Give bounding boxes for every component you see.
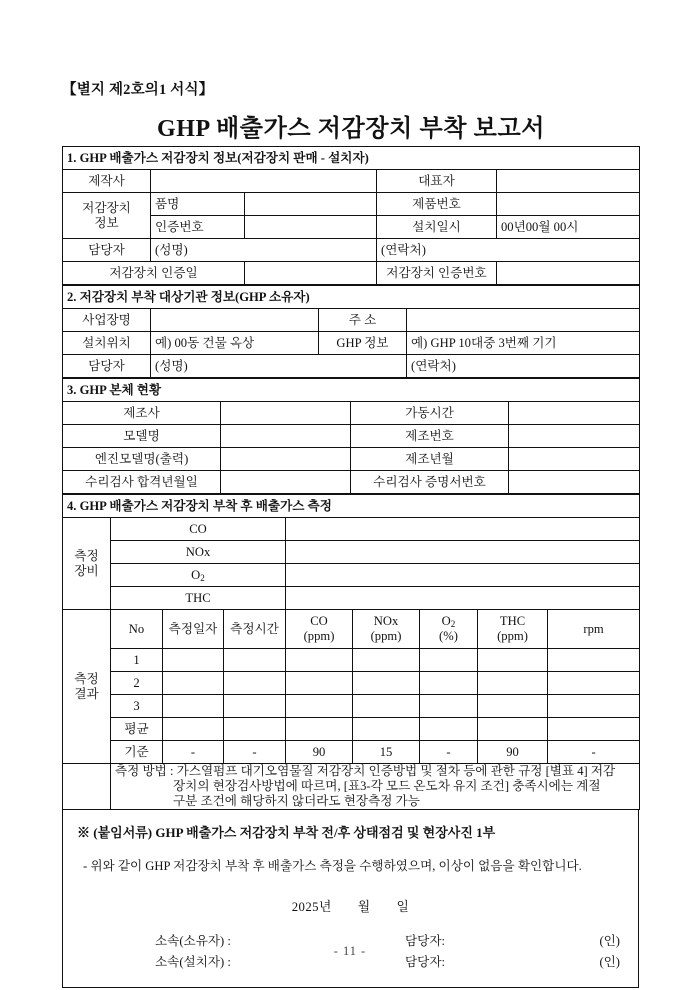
result-time[interactable] [224, 649, 286, 672]
section2-table [62, 285, 640, 378]
result-no: 3 [111, 695, 163, 718]
result-nox[interactable] [353, 695, 420, 718]
date-day[interactable]: 일 [396, 899, 410, 914]
equipment-label-line2: 장비 [74, 563, 99, 578]
installer-seal-mark: (인) [599, 954, 620, 969]
table-row [63, 587, 640, 610]
result-no: 1 [111, 649, 163, 672]
table-row [63, 355, 640, 378]
address-label: 주 소 [319, 309, 407, 332]
method-note-row [63, 764, 640, 810]
date-year: 2025년 [291, 899, 332, 914]
result-date[interactable] [163, 649, 224, 672]
attachment-note: ※ (붙임서류) GHP 배출가스 저감장치 부착 전/후 상태점검 및 현장사진 1부 [77, 824, 496, 840]
confirmation-statement: - 위와 같이 GHP 저감장치 부착 후 배출가스 측정을 수행하였으며, 이상이 없음을 확인합니다. [83, 858, 582, 873]
result-no: 2 [111, 672, 163, 695]
table-row [63, 448, 640, 471]
method-note-line2: 장치의 현장검사방법에 따르며, [표3-각 모드 온도차 유지 조건] 충족시에는 계절 [173, 778, 601, 793]
form-body [62, 146, 639, 988]
device-info-label-line2: 정보 [94, 215, 119, 230]
table-row [63, 695, 640, 718]
ghp-info-label: GHP 정보 [319, 332, 407, 355]
manufacturer-value[interactable] [221, 402, 351, 425]
result-rpm[interactable] [548, 649, 640, 672]
equipment-name-co: CO [111, 518, 286, 541]
section1-heading: 1. GHP 배출가스 저감장치 정보(저감장치 판매 - 설치자) [63, 147, 640, 170]
result-thc[interactable] [478, 672, 548, 695]
manager-contact-s1[interactable]: (연락처) [377, 239, 640, 262]
results-label [63, 610, 111, 764]
cert-date-value[interactable] [245, 262, 377, 285]
equipment-label-line1: 측정 [74, 548, 99, 563]
standard-nox: 15 [353, 741, 420, 764]
col-header-co: CO (ppm) [286, 610, 353, 649]
product-name-value[interactable] [245, 193, 377, 216]
date-month[interactable]: 월 [357, 899, 371, 914]
install-location-value[interactable]: 예) 00동 건물 옥상 [151, 332, 319, 355]
product-name-label: 품명 [151, 193, 245, 216]
page-number: - 11 - [333, 944, 367, 958]
col-header-o2: $O_2$ (%) [420, 610, 478, 649]
serial-number-value[interactable] [509, 425, 640, 448]
workplace-label: 사업장명 [63, 309, 151, 332]
method-note [111, 764, 640, 810]
owner-person-label[interactable]: 담당자: [405, 933, 445, 948]
result-nox[interactable] [353, 672, 420, 695]
result-nox[interactable] [353, 649, 420, 672]
section1-table [62, 146, 640, 285]
table-row [63, 332, 640, 355]
section4-heading-row [63, 495, 640, 518]
table-row [63, 741, 640, 764]
repair-inspection-date-label: 수리검사 합격년월일 [63, 471, 221, 494]
standard-co: 90 [286, 741, 353, 764]
col-header-time: 측정시간 [224, 610, 286, 649]
equipment-value-o2[interactable] [286, 564, 640, 587]
address-value[interactable] [407, 309, 640, 332]
device-info-label-line1: 저감장치 [82, 200, 131, 215]
cert-number-value[interactable] [245, 216, 377, 239]
results-label-line1: 측정 [74, 671, 99, 686]
result-co[interactable] [286, 718, 353, 741]
table-row [63, 649, 640, 672]
operating-hours-value[interactable] [509, 402, 640, 425]
cert-number-label: 인증번호 [151, 216, 245, 239]
results-label-line2: 결과 [74, 686, 99, 701]
result-co[interactable] [286, 672, 353, 695]
section4-table [62, 494, 640, 810]
result-time[interactable] [224, 672, 286, 695]
section1-heading-row [63, 147, 640, 170]
result-thc[interactable] [478, 649, 548, 672]
equipment-name-o2: $O_2$ [111, 564, 286, 587]
standard-time: - [224, 741, 286, 764]
table-row [63, 518, 640, 541]
product-number-label: 제품번호 [377, 193, 497, 216]
results-header-row [63, 610, 640, 649]
result-date[interactable] [163, 695, 224, 718]
table-row [63, 193, 640, 216]
manager-name-s2[interactable]: (성명) [151, 355, 407, 378]
result-date[interactable] [163, 672, 224, 695]
table-row [63, 402, 640, 425]
equipment-value-nox[interactable] [286, 541, 640, 564]
result-thc[interactable] [478, 695, 548, 718]
manager-contact-s2[interactable]: (연락처) [407, 355, 640, 378]
section3-table [62, 378, 640, 494]
repair-certificate-no-label: 수리검사 증명서번호 [351, 471, 509, 494]
table-row [63, 471, 640, 494]
result-thc[interactable] [478, 718, 548, 741]
repair-inspection-date-value[interactable] [221, 471, 351, 494]
product-number-value[interactable] [497, 193, 640, 216]
manager-label-s2: 담당자 [63, 355, 151, 378]
standard-thc: 90 [478, 741, 548, 764]
owner-org-label[interactable]: 소속(소유자) : [155, 933, 231, 948]
manager-label-s1: 담당자 [63, 239, 151, 262]
result-o2[interactable] [420, 695, 478, 718]
page-title: GHP 배출가스 저감장치 부착 보고서 [156, 116, 546, 142]
table-row [63, 425, 640, 448]
cert-date-label: 저감장치 인증일 [63, 262, 245, 285]
table-row [63, 718, 640, 741]
equipment-name-thc: THC [111, 587, 286, 610]
install-datetime-label: 설치일시 [377, 216, 497, 239]
install-datetime-value[interactable]: 00년00월 00시 [497, 216, 640, 239]
result-rpm[interactable] [548, 695, 640, 718]
confirmation-block [62, 810, 639, 989]
date-line [77, 896, 624, 915]
manufacturer-label: 제조사 [63, 402, 221, 425]
section4-heading: 4. GHP 배출가스 저감장치 부착 후 배출가스 측정 [63, 495, 640, 518]
install-location-label: 설치위치 [63, 332, 151, 355]
standard-rpm: - [548, 741, 640, 764]
section2-heading-row [63, 286, 640, 309]
table-row [63, 672, 640, 695]
installer-org-label[interactable]: 소속(설치자) : [155, 954, 231, 969]
table-row [63, 262, 640, 285]
result-o2[interactable] [420, 649, 478, 672]
representative-label: 대표자 [377, 170, 497, 193]
standard-date: - [163, 741, 224, 764]
installer-person-label[interactable]: 담당자: [405, 954, 445, 969]
result-time[interactable] [224, 718, 286, 741]
method-note-line1: 측정 방법 : 가스열펌프 대기오염물질 저감장치 인증방법 및 절차 등에 관한 규정 [별표 4] 저감 [115, 764, 616, 778]
result-time[interactable] [224, 695, 286, 718]
result-nox[interactable] [353, 718, 420, 741]
table-row [63, 564, 640, 587]
equipment-value-co[interactable] [286, 518, 640, 541]
col-header-no: No [111, 610, 163, 649]
result-rpm[interactable] [548, 672, 640, 695]
device-info-label [63, 193, 151, 239]
col-header-date: 측정일자 [163, 610, 224, 649]
table-row [63, 239, 640, 262]
workplace-value[interactable] [151, 309, 319, 332]
table-row [63, 309, 640, 332]
maker-label: 제작사 [63, 170, 151, 193]
result-o2[interactable] [420, 718, 478, 741]
result-no-standard: 기준 [111, 741, 163, 764]
col-header-thc: THC (ppm) [478, 610, 548, 649]
representative-value[interactable] [497, 170, 640, 193]
manufacture-date-label: 제조년월 [351, 448, 509, 471]
method-note-spacer [63, 764, 111, 810]
equipment-name-nox: NOx [111, 541, 286, 564]
equipment-value-thc[interactable] [286, 587, 640, 610]
section3-heading: 3. GHP 본체 현황 [63, 379, 640, 402]
method-note-line3: 구분 조건에 해당하지 않더라도 현장측정 가능 [173, 793, 420, 808]
col-header-nox: NOx (ppm) [353, 610, 420, 649]
engine-model-label: 엔진모델명(출력) [63, 448, 221, 471]
result-co[interactable] [286, 695, 353, 718]
equipment-label [63, 518, 111, 610]
repair-certificate-no-value[interactable] [509, 471, 640, 494]
model-name-value[interactable] [221, 425, 351, 448]
operating-hours-label: 가동시간 [351, 402, 509, 425]
col-header-rpm: rpm [548, 610, 640, 649]
ghp-info-value[interactable]: 예) GHP 10대중 3번째 기기 [407, 332, 640, 355]
result-o2[interactable] [420, 672, 478, 695]
result-no-average: 평균 [111, 718, 163, 741]
maker-value[interactable] [151, 170, 377, 193]
section2-heading: 2. 저감장치 부착 대상기관 정보(GHP 소유자) [63, 286, 640, 309]
form-number-tag: 【별지 제2호의1 서식】 [62, 82, 214, 98]
table-row [63, 541, 640, 564]
model-name-label: 모델명 [63, 425, 221, 448]
result-date[interactable] [163, 718, 224, 741]
section3-heading-row [63, 379, 640, 402]
cert-no-label: 저감장치 인증번호 [377, 262, 497, 285]
cert-no-value[interactable] [497, 262, 640, 285]
table-row [63, 170, 640, 193]
standard-o2: - [420, 741, 478, 764]
manager-name-s1[interactable]: (성명) [151, 239, 377, 262]
result-co[interactable] [286, 649, 353, 672]
owner-seal-mark: (인) [599, 933, 620, 948]
engine-model-value[interactable] [221, 448, 351, 471]
result-rpm[interactable] [548, 718, 640, 741]
manufacture-date-value[interactable] [509, 448, 640, 471]
serial-number-label: 제조번호 [351, 425, 509, 448]
